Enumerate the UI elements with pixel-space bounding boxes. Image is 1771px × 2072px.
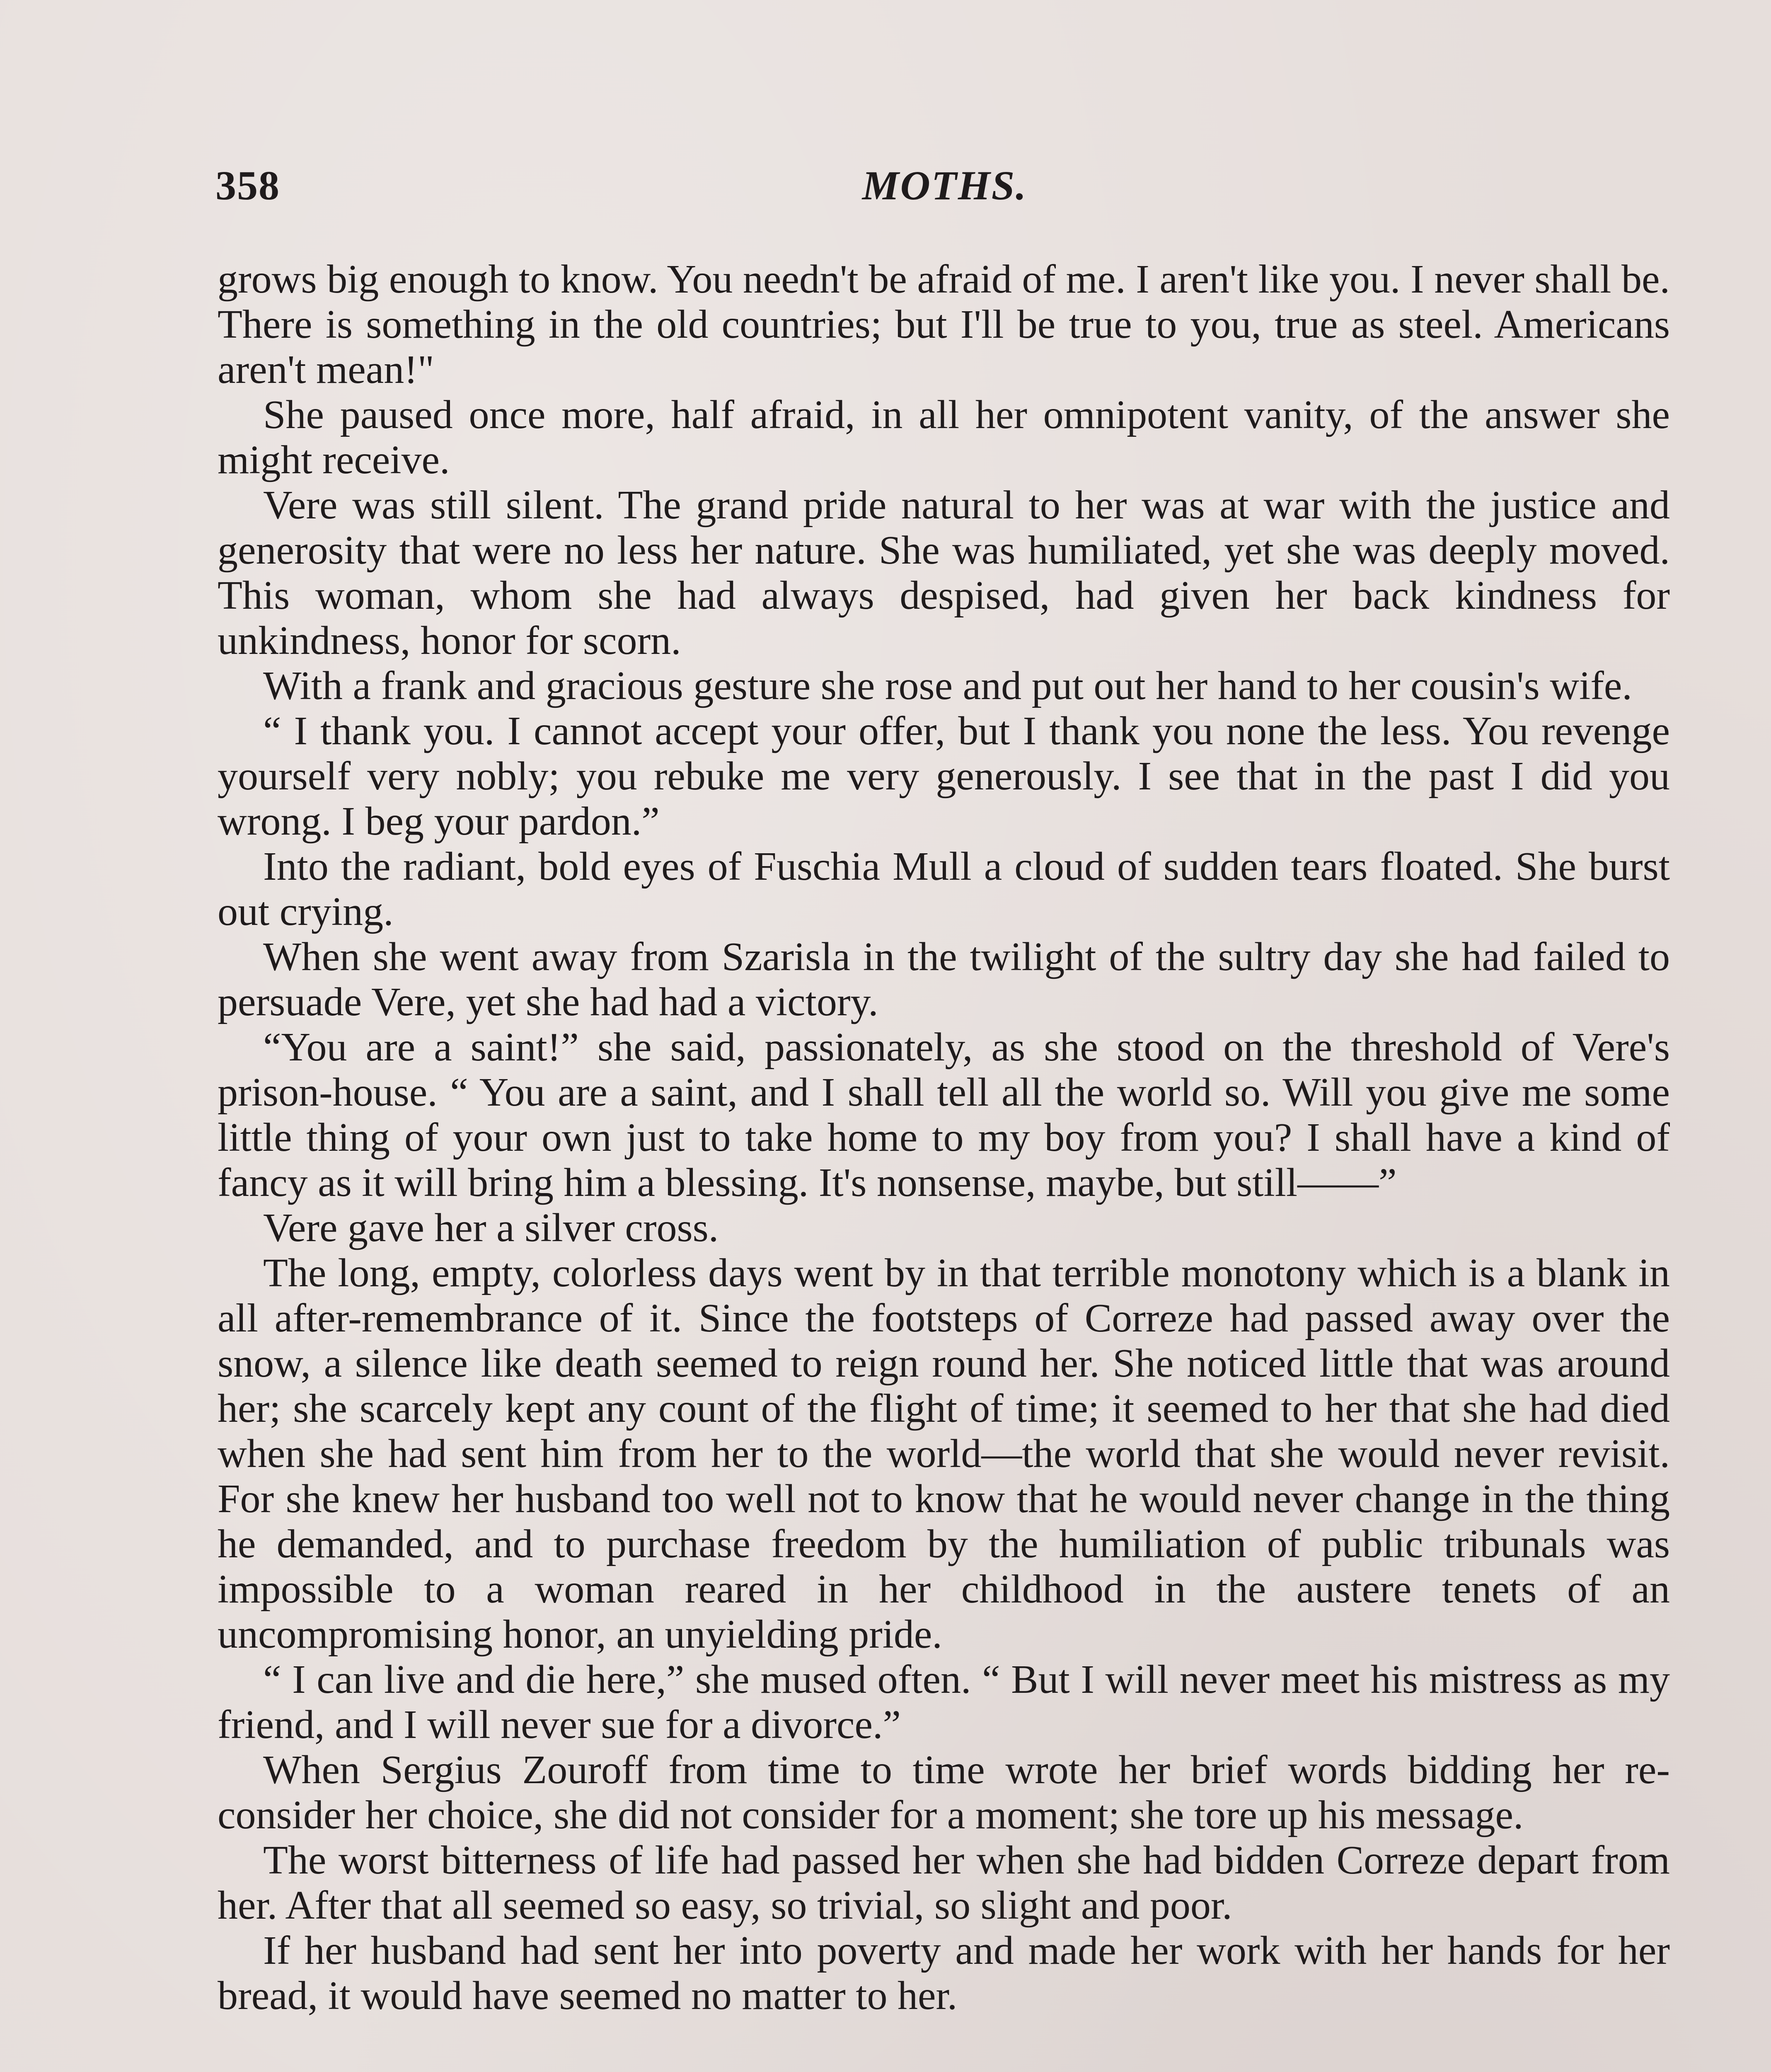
page-number: 358 — [215, 162, 280, 208]
running-title: MOTHS. — [862, 162, 1028, 208]
paragraph: Vere was still silent. The grand pride natural to her was at war with the justice and generosity that were no less her nature. She was humiliated, yet she was deeply moved. This woman, whom she had always despised, had given her back kindness for unkindness, honor for scorn. — [218, 483, 1670, 663]
paragraph: “ I thank you. I cannot accept your offer, but I thank you none the less. You revenge yourself very nobly; you rebuke me very generously. I see that in the past I did you wrong. I beg your pardon.” — [218, 709, 1670, 844]
body-text — [218, 257, 1670, 2019]
paragraph: She paused once more, half afraid, in all her omnipotent vanity, of the answer she might receive. — [218, 392, 1670, 482]
paragraph: Into the radiant, bold eyes of Fuschia Mull a cloud of sudden tears floated. She burst out crying. — [218, 844, 1670, 934]
paragraph: The worst bitterness of life had passed her when she had bidden Correze depart from her. After that all seemed so easy, so trivial, so slight and poor. — [218, 1838, 1670, 1928]
paragraph: The long, empty, colorless days went by in that terrible monotony which is a blank in all after-remembrance of it. Since the footsteps of Correze had passed away over the snow, a silence like death seemed to reign round her. She noticed little that was around her; she scarcely kept any count of the flight of time; it seemed to her that she had died when she had sent him from her to the world—the world that she would never revisit. For she knew her husband too well not to know that he would never change in the thing he demanded, and to purchase freedom by the humiliation of public tribunals was impossible to a woman reared in her childhood in the austere tenets of an uncompromising honor, an unyielding pride. — [218, 1251, 1670, 1657]
paragraph: When Sergius Zouroff from time to time wrote her brief words bidding her re-consider her choice, she did not consider for a moment; she tore up his message. — [218, 1748, 1670, 1837]
page-header — [215, 162, 1674, 220]
paragraph: When she went away from Szarisla in the twilight of the sultry day she had failed to persuade Vere, yet she had had a victory. — [218, 934, 1670, 1024]
paragraph: grows big enough to know. You needn't be afraid of me. I aren't like you. I never shall be. There is something in the old countries; but I'll be true to you, true as steel. Americans aren't mean!" — [218, 257, 1670, 392]
paragraph: “You are a saint!” she said, passionately, as she stood on the threshold of Vere's prison-house. “ You are a saint, and I shall tell all the world so. Will you give me some little thing of your own just to take home to my boy from you? I shall have a kind of fancy as it will bring him a blessing. It's nonsense, maybe, but still——” — [218, 1025, 1670, 1205]
paragraph: With a frank and gracious gesture she rose and put out her hand to her cousin's wife. — [263, 663, 1632, 708]
paragraph: Vere gave her a silver cross. — [263, 1205, 719, 1250]
paragraph: “ I can live and die here,” she mused often. “ But I will never meet his mistress as my friend, and I will never sue for a divorce.” — [218, 1657, 1670, 1747]
paragraph: If her husband had sent her into poverty and made her work with her hands for her bread, it would have seemed no matter to her. — [218, 1928, 1670, 2018]
